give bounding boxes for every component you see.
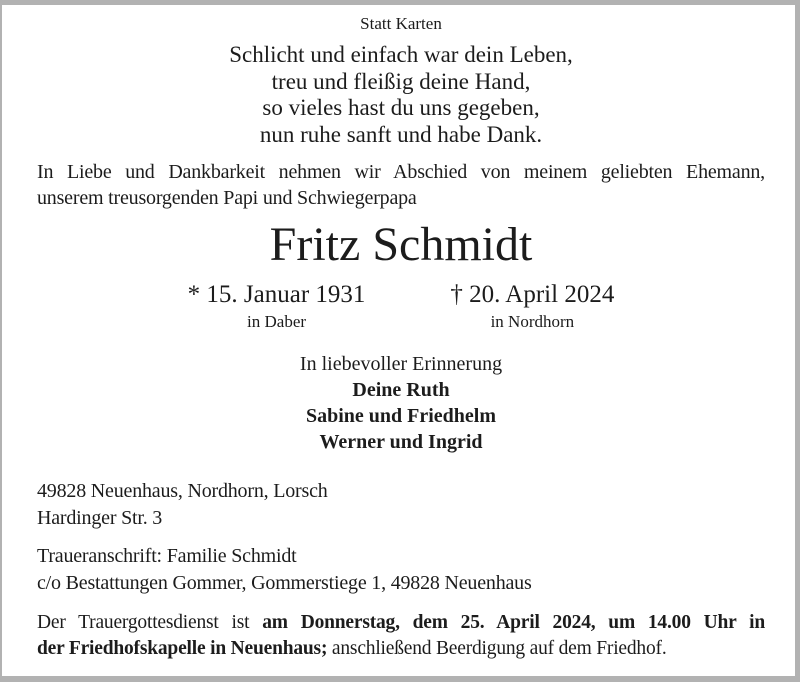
- mourner-line: Deine Ruth: [352, 379, 450, 401]
- funeral-line: [37, 610, 765, 636]
- funeral-text-regular: anschließend Beerdigung auf dem Friedhof.: [327, 638, 667, 659]
- mourner-line: Sabine und Friedhelm: [305, 405, 497, 427]
- contact-block: [37, 543, 765, 597]
- funeral-announcement: [37, 610, 765, 662]
- funeral-line: [37, 636, 765, 662]
- contact-line: Traueranschrift: Familie Schmidt: [37, 545, 297, 567]
- memorial-heading: In liebevoller Erinnerung: [299, 353, 503, 375]
- mourner-line: Werner und Ingrid: [319, 431, 483, 453]
- memorial-block: [37, 351, 765, 455]
- funeral-text-bold: der Friedhofskapelle in Neuenhaus;: [37, 638, 328, 659]
- funeral-text-regular: Der Trauergottesdienst ist: [37, 612, 263, 633]
- intro-paragraph: [37, 159, 765, 211]
- death-date: † 20. April 2024: [450, 281, 615, 308]
- poem-line: nun ruhe sanft und habe Dank.: [259, 121, 543, 147]
- funeral-text-bold: am Donnerstag, dem 25. April 2024, um 14.00 Uhr in: [262, 612, 765, 633]
- address-line: Hardinger Str. 3: [37, 507, 163, 529]
- poem-line: treu und fleißig deine Hand,: [271, 68, 531, 94]
- header-statt-karten: Statt Karten: [360, 14, 442, 33]
- birth-place: in Daber: [247, 312, 307, 331]
- death-date-column: [450, 280, 614, 332]
- poem-line: Schlicht und einfach war dein Leben,: [229, 42, 573, 67]
- contact-line: c/o Bestattungen Gommer, Gommerstiege 1, 49828 Neuenhaus: [37, 572, 532, 594]
- address-block: [37, 478, 765, 532]
- poem-line: so vieles hast du uns gegeben,: [262, 95, 540, 120]
- deceased-name: Fritz Schmidt: [269, 218, 533, 271]
- intro-line: unserem treusorgenden Papi und Schwiegerpapa: [37, 187, 417, 209]
- intro-line: In Liebe und Dankbarkeit nehmen wir Abschied von meinem geliebten Ehemann,: [37, 161, 765, 183]
- death-place: in Nordhorn: [490, 312, 575, 331]
- birth-date-column: [188, 280, 366, 332]
- life-dates: [37, 280, 765, 332]
- memorial-poem: [37, 42, 765, 148]
- address-line: 49828 Neuenhaus, Nordhorn, Lorsch: [37, 480, 328, 502]
- birth-date: * 15. Januar 1931: [187, 281, 366, 308]
